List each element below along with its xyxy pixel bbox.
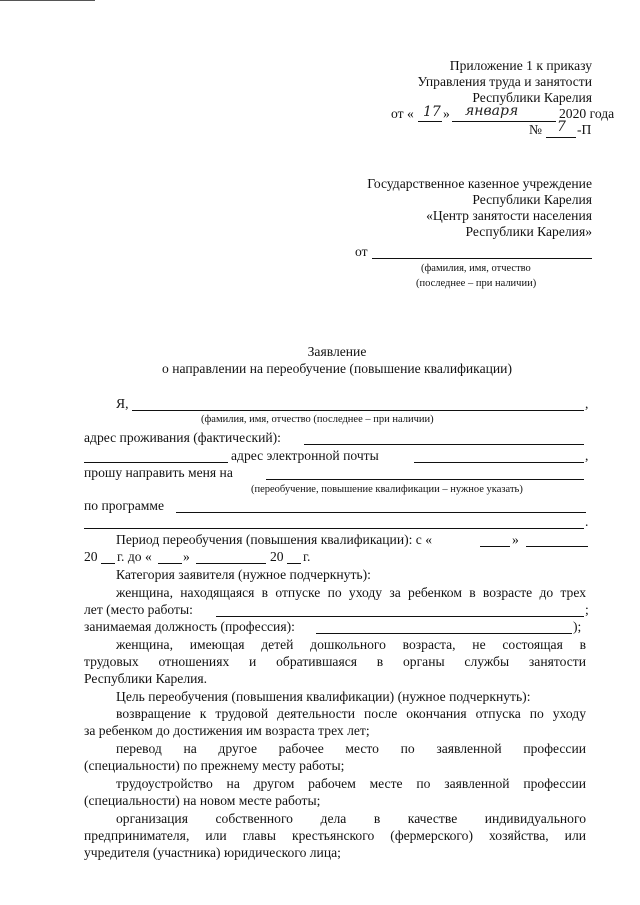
header-date-day: 17 [423, 104, 441, 120]
goal3-line-1: трудоустройство на другом рабочем месте по заявленной профессии [116, 776, 586, 791]
goal1-line-2: за ребенком до достижения им возраста трех лет; [84, 723, 370, 738]
goal4-line-3: учредителя (участника) юридического лица; [84, 845, 341, 860]
period-to-close: » [183, 549, 190, 564]
period-end-day-line[interactable] [158, 563, 182, 564]
goal2-line-2: (специальности) по прежнему месту работы; [84, 758, 345, 773]
num-line [546, 137, 576, 138]
name-field-line[interactable] [132, 410, 584, 411]
period-start-year-line[interactable] [101, 563, 115, 564]
addressee-line-2: Республики Карелия [472, 192, 592, 207]
workplace-field-line[interactable] [216, 616, 584, 617]
addressee-line-3: «Центр занятости населения [426, 208, 592, 223]
period-to: г. до « [117, 549, 152, 564]
header-date-year: 2020 года [559, 106, 615, 121]
category-label: Категория заявителя (нужное подчеркнуть): [116, 567, 371, 582]
period-end: г. [303, 549, 311, 564]
period-start-month-line[interactable] [526, 546, 588, 547]
address-label: адрес проживания (фактический): [84, 430, 281, 445]
request-field-line[interactable] [266, 479, 584, 480]
period-text: Период переобучения (повышения квалификации): с « [116, 532, 433, 547]
request-label: прошу направить меня на [84, 465, 233, 480]
period-end-month-line[interactable] [196, 563, 266, 564]
title-line-1: Заявление [307, 344, 367, 359]
period-year-prefix: 20 [84, 549, 98, 564]
request-hint: (переобучение, повышение квалификации – нужное указать) [251, 484, 523, 495]
header-date-month: января [465, 103, 519, 119]
header-line-2: Управления труда и занятости [417, 74, 592, 89]
period-end-year-line[interactable] [287, 563, 301, 564]
header-line-1: Приложение 1 к приказу [449, 58, 592, 73]
cat2-line-1: женщина, имеющая детей дошкольного возраста, не состоящая в [116, 637, 586, 652]
i-label: Я, [116, 396, 129, 411]
name-hint: (фамилия, имя, отчество (последнее – при наличии) [201, 414, 434, 425]
header-num-prefix: № [529, 122, 542, 137]
cat1-line-1: женщина, находящаяся в отпуске по уходу за ребенком в возрасте до трех [116, 585, 586, 600]
position-field-line[interactable] [316, 633, 572, 634]
goal1-line-1: возвращение к трудовой деятельности после окончания отпуска по уходу [116, 706, 586, 721]
goal3-line-2: (специальности) на новом месте работы; [84, 793, 321, 808]
addressee-line-4: Республики Карелия» [465, 224, 592, 239]
period-close: » [512, 532, 519, 547]
cat2-line-3: Республики Карелия. [84, 671, 208, 686]
goal2-line-1: перевод на другое рабочее место по заявленной профессии [116, 741, 586, 756]
header-num-value: 7 [557, 119, 566, 135]
email-field-line[interactable] [414, 462, 584, 463]
header-date-prefix: от « [391, 106, 414, 121]
title-line-2: о направлении на переобучение (повышение квалификации) [162, 361, 512, 376]
email-label: адрес электронной почты [231, 448, 379, 463]
goal4-line-1: организация собственного дела в качестве индивидуального [116, 811, 586, 826]
date-day-line [418, 121, 442, 122]
addressee-line-1: Государственное казенное учреждение [367, 176, 592, 191]
header-line-3: Республики Карелия [472, 90, 592, 105]
cat1-line-3: занимаемая должность (профессия): [84, 619, 295, 634]
cat1-line-2: лет (место работы: [84, 602, 193, 617]
from-hint-2: (последнее – при наличии) [416, 278, 537, 289]
header-num-suffix: -П [577, 122, 592, 137]
address-field-line[interactable] [304, 444, 584, 445]
goal-label: Цель переобучения (повышения квалификации) (нужное подчеркнуть): [116, 689, 531, 704]
program-field-line[interactable] [176, 512, 586, 513]
scan-edge-line [0, 0, 95, 1]
program-label: по программе [84, 498, 164, 513]
period-start-day-line[interactable] [480, 546, 510, 547]
header-date-mid: » [443, 106, 450, 121]
from-hint-1: (фамилия, имя, отчество [421, 263, 531, 274]
goal4-line-2: предпринимателя, или главы крестьянского (фермерского) хозяйства, или [84, 828, 586, 843]
from-label: от [355, 244, 368, 259]
from-field-line[interactable] [372, 258, 592, 259]
program-field-line-2[interactable] [84, 528, 584, 529]
address-field-line-2[interactable] [84, 462, 228, 463]
cat2-line-2: трудовых отношениях и обратившаяся в органы службы занятости [84, 654, 586, 669]
period-year2-prefix: 20 [270, 549, 284, 564]
